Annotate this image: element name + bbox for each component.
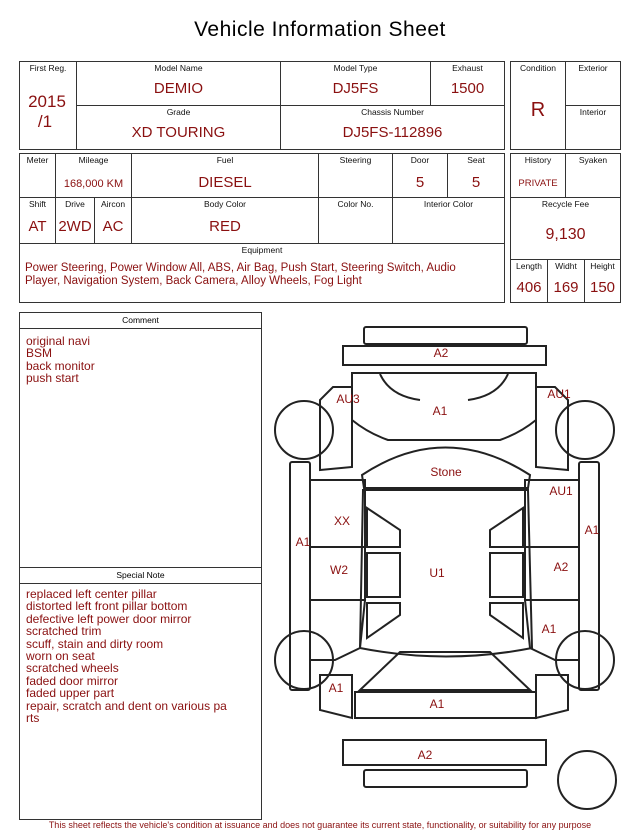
exhaust-cell	[430, 61, 505, 106]
left-rear-quarter-outline	[310, 600, 365, 660]
disclaimer-footer: This sheet reflects the vehicle's condition at issuance and does not guarantee its current state, functionality, or suitability for any purpose	[48, 820, 592, 830]
syaken-label: Syaken	[578, 155, 608, 165]
exhaust-label: Exhaust	[452, 63, 483, 73]
width-label: Widht	[555, 261, 577, 271]
rear-bumper-outline	[343, 740, 546, 765]
exterior-label: Exterior	[578, 63, 608, 73]
shift-cell	[19, 197, 56, 244]
model-type-cell	[280, 61, 431, 106]
spare-wheel	[558, 751, 616, 809]
width-value: 169	[553, 279, 579, 296]
steering-label: Steering	[339, 155, 372, 165]
door-label: Door	[410, 155, 430, 165]
code-right-side-panel: A1	[584, 523, 600, 537]
fuel-cell	[131, 153, 319, 198]
equipment-line-1: Power Steering, Power Window All, ABS, Air Bag, Push Start, Steering Switch, Audio	[25, 262, 456, 274]
right-tail-outline	[536, 675, 568, 718]
syaken-cell	[565, 153, 621, 198]
special-note-line: scratched trim	[26, 624, 102, 639]
interior-color-label: Interior Color	[423, 199, 474, 209]
rear-glass-outline	[360, 652, 530, 690]
special-note-line: faded upper part	[26, 686, 115, 701]
exterior-cell	[565, 61, 621, 106]
right-headlight-outline	[468, 374, 508, 400]
first-reg-label: First Reg.	[29, 63, 67, 73]
right-rear-door-outline	[525, 547, 579, 600]
exhaust-value: 1500	[450, 80, 485, 97]
door-value: 5	[415, 174, 425, 191]
comment-list	[26, 335, 95, 385]
interior-cell	[565, 105, 621, 150]
aircon-label: Aircon	[100, 199, 126, 209]
mileage-label: Mileage	[78, 155, 109, 165]
left-quarter-window	[367, 603, 400, 638]
comment-line: original navi	[26, 334, 91, 348]
color-no-cell	[318, 197, 393, 244]
door-cell	[392, 153, 448, 198]
equipment-line-2: Player, Navigation System, Back Camera, Alloy Wheels, Fog Light	[25, 275, 362, 287]
recycle-fee-cell	[510, 197, 621, 260]
code-left-rear-door: W2	[330, 563, 348, 577]
code-hood: A1	[432, 404, 448, 418]
recycle-fee-label: Recycle Fee	[541, 199, 590, 209]
model-name-label: Model Name	[154, 63, 203, 73]
code-left-front-fender: AU3	[336, 392, 360, 406]
interior-color-cell	[392, 197, 505, 244]
steering-cell	[318, 153, 393, 198]
model-type-label: Model Type	[333, 63, 378, 73]
special-note-list	[26, 588, 227, 724]
front-grille-outline	[364, 327, 527, 344]
first-reg-cell	[19, 61, 77, 150]
roof-outline	[360, 490, 532, 657]
height-label: Height	[590, 261, 615, 271]
equipment-cell	[19, 243, 505, 303]
rear-valance-outline	[364, 770, 527, 787]
car-damage-diagram	[270, 318, 630, 818]
code-center: U1	[429, 566, 445, 580]
height-value: 150	[589, 279, 616, 296]
special-note-line: defective left power door mirror	[26, 611, 192, 626]
grade-label: Grade	[166, 107, 191, 117]
history-value: PRIVATE	[518, 178, 558, 189]
body-color-cell	[131, 197, 319, 244]
right-front-window	[490, 508, 523, 547]
mileage-value: 168,000 KM	[63, 178, 124, 190]
width-cell	[547, 259, 585, 303]
model-name-value: DEMIO	[153, 80, 204, 97]
left-front-wheel	[275, 401, 333, 459]
right-rear-window	[490, 553, 523, 597]
interior-label: Interior	[579, 107, 607, 117]
condition-cell	[510, 61, 566, 150]
condition-label: Condition	[520, 63, 556, 73]
model-name-cell	[76, 61, 281, 106]
meter-label: Meter	[26, 155, 49, 165]
code-right-front-door-top: AU1	[549, 484, 573, 498]
history-label: History	[524, 155, 552, 165]
meter-cell	[19, 153, 56, 198]
recycle-fee-value: 9,130	[545, 226, 586, 243]
model-type-value: DJ5FS	[332, 80, 379, 97]
length-cell	[510, 259, 548, 303]
chassis-value: DJ5FS-112896	[342, 124, 443, 141]
grade-value: XD TOURING	[131, 124, 226, 141]
seat-cell	[447, 153, 505, 198]
left-headlight-outline	[380, 374, 420, 400]
body-color-value: RED	[209, 218, 241, 235]
shift-label: Shift	[28, 199, 46, 209]
special-note-line: scuff, stain and dirty room	[26, 636, 164, 651]
notes-panel	[19, 312, 262, 820]
special-note-line: worn on seat	[26, 649, 95, 664]
condition-value: R	[530, 99, 546, 121]
comment-line: BSM	[26, 346, 53, 361]
special-note-line: replaced left center pillar	[26, 587, 157, 601]
comment-line: back monitor	[26, 358, 95, 373]
length-label: Length	[516, 261, 542, 271]
code-left-rear-fender: A1	[328, 681, 344, 695]
drive-label: Drive	[65, 199, 85, 209]
right-front-wheel	[556, 401, 614, 459]
right-rocker-outline	[579, 462, 599, 690]
height-cell	[584, 259, 621, 303]
fuel-value: DIESEL	[198, 174, 252, 191]
code-left-rocker: A1	[295, 535, 311, 549]
left-rear-window	[367, 553, 400, 597]
grade-cell	[76, 105, 281, 150]
chassis-cell	[280, 105, 505, 150]
special-note-line: faded door mirror	[26, 673, 119, 688]
code-left-front-door: XX	[333, 514, 351, 528]
equipment-label: Equipment	[241, 245, 283, 255]
code-right-front-fender: AU1	[547, 387, 571, 401]
history-cell	[510, 153, 566, 198]
left-rocker-outline	[290, 462, 310, 690]
color-no-label: Color No.	[337, 199, 374, 209]
mileage-cell	[55, 153, 132, 198]
length-value: 406	[516, 279, 542, 296]
code-right-rear-door: A2	[553, 560, 569, 574]
seat-label: Seat	[467, 155, 485, 165]
body-color-label: Body Color	[203, 199, 247, 209]
chassis-label: Chassis Number	[361, 107, 424, 117]
special-note-line: rts	[26, 711, 40, 726]
fuel-label: Fuel	[216, 155, 234, 165]
first-reg-year: 2015	[28, 92, 66, 111]
comment-line: push start	[26, 371, 79, 386]
left-front-window	[367, 508, 400, 547]
comment-label: Comment	[20, 313, 261, 329]
drive-cell	[55, 197, 95, 244]
aircon-cell	[94, 197, 132, 244]
special-note-line: distorted left front pillar bottom	[26, 599, 188, 614]
code-roof: Stone	[430, 465, 462, 479]
special-note-line: repair, scratch and dent on various pa	[26, 698, 227, 713]
aircon-value: AC	[102, 218, 124, 235]
page-title: Vehicle Information Sheet	[194, 18, 446, 41]
trunk-outline	[355, 692, 536, 718]
special-note-line: scratched wheels	[26, 661, 119, 676]
special-note-label: Special Note	[20, 567, 261, 584]
code-front-bumper: A2	[433, 346, 449, 360]
code-trunk: A1	[429, 697, 445, 711]
first-reg-month: /1	[37, 112, 53, 131]
right-quarter-window	[490, 603, 523, 638]
code-right-rear-fender: A1	[541, 622, 557, 636]
drive-value: 2WD	[58, 218, 92, 235]
seat-value: 5	[471, 174, 481, 191]
code-rear-bumper: A2	[417, 748, 433, 762]
shift-value: AT	[28, 218, 47, 235]
